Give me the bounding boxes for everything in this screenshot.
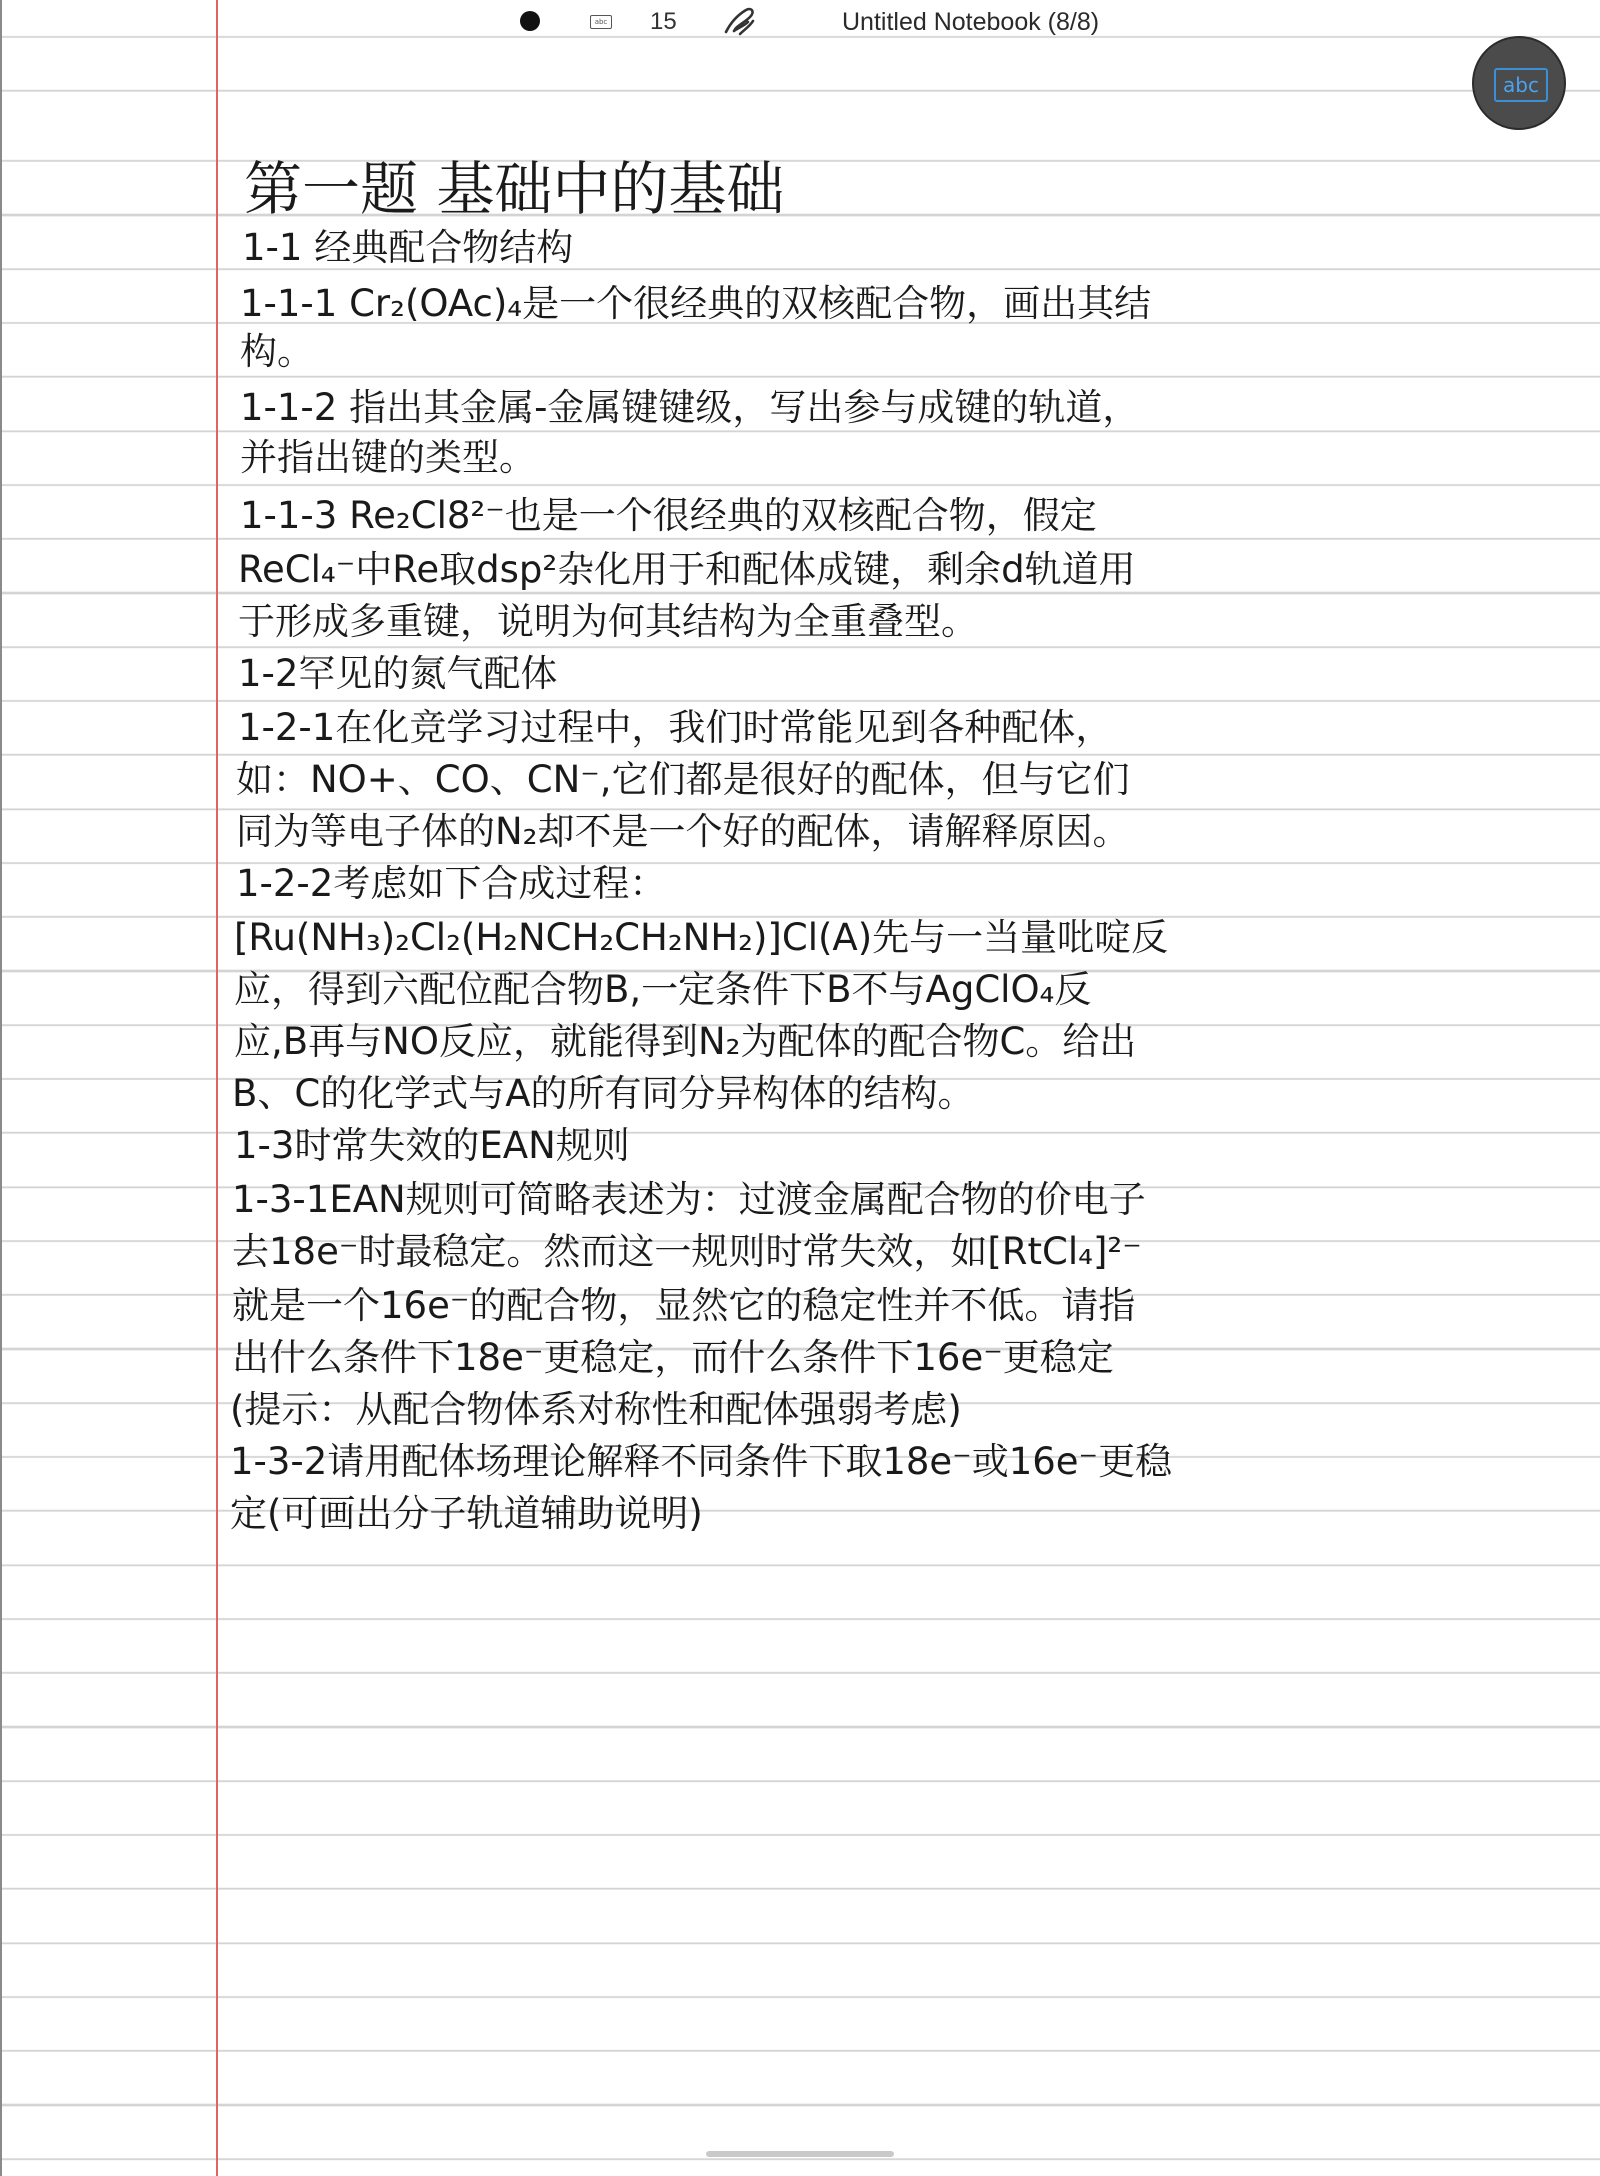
lasso-icon[interactable] bbox=[720, 4, 758, 38]
note-line: (提示：从配合物体系对称性和配体强弱考虑) bbox=[230, 1388, 962, 1431]
note-line: 1-1-1 Cr₂(OAc)₄是一个很经典的双核配合物，画出其结 bbox=[240, 282, 1152, 325]
note-line: 1-2罕见的氮气配体 bbox=[238, 652, 558, 695]
pen-size-value[interactable]: 15 bbox=[650, 8, 677, 35]
notebook-title: Untitled Notebook (8/8) bbox=[842, 8, 1100, 36]
note-line: 1-2-1在化竞学习过程中，我们时常能见到各种配体， bbox=[238, 706, 1113, 749]
text-recognition-button[interactable] bbox=[1472, 36, 1566, 130]
home-indicator[interactable] bbox=[706, 2151, 894, 2157]
text-tool-mini-icon[interactable]: abc bbox=[590, 15, 612, 29]
pen-color-dot[interactable] bbox=[520, 11, 540, 31]
page-left-edge bbox=[0, 0, 2, 2176]
note-line: 如：NO+、CO、CN⁻,它们都是很好的配体，但与它们 bbox=[236, 758, 1130, 801]
note-line: 同为等电子体的N₂却不是一个好的配体，请解释原因。 bbox=[236, 810, 1130, 853]
note-line: 定(可画出分子轨道辅助说明) bbox=[230, 1492, 703, 1535]
note-line: 1-3时常失效的EAN规则 bbox=[234, 1124, 630, 1167]
note-line: [Ru(NH₃)₂Cl₂(H₂NCH₂CH₂NH₂)]Cl(A)先与一当量吡啶反 bbox=[234, 916, 1169, 959]
note-line: 构。 bbox=[240, 330, 314, 373]
note-line: 1-3-2请用配体场理论解释不同条件下取18e⁻或16e⁻更稳 bbox=[230, 1440, 1173, 1483]
note-line: 就是一个16e⁻的配合物，显然它的稳定性并不低。请指 bbox=[232, 1284, 1136, 1327]
note-line: 1-1-3 Re₂Cl8²⁻也是一个很经典的双核配合物，假定 bbox=[240, 494, 1097, 537]
note-line: 去18e⁻时最稳定。然而这一规则时常失效，如[RtCl₄]²⁻ bbox=[232, 1230, 1142, 1273]
top-toolbar bbox=[0, 0, 1600, 44]
note-line: 1-1-2 指出其金属-金属键键级，写出参与成键的轨道， bbox=[240, 386, 1140, 429]
note-line: 1-3-1EAN规则可简略表述为：过渡金属配合物的价电子 bbox=[232, 1178, 1146, 1221]
note-line: 应,B再与NO反应，就能得到N₂为配体的配合物C。给出 bbox=[234, 1020, 1137, 1063]
note-line: 于形成多重键，说明为何其结构为全重叠型。 bbox=[238, 600, 978, 643]
note-line: 并指出键的类型。 bbox=[240, 436, 536, 479]
note-line: 出什么条件下18e⁻更稳定，而什么条件下16e⁻更稳定 bbox=[232, 1336, 1114, 1379]
abc-icon: abc bbox=[1494, 68, 1548, 102]
margin-line bbox=[216, 0, 218, 2176]
note-line: 应，得到六配位配合物B,一定条件下B不与AgClO₄反 bbox=[234, 968, 1092, 1011]
note-line: 1-1 经典配合物结构 bbox=[242, 226, 574, 269]
note-line: 1-2-2考虑如下合成过程： bbox=[236, 862, 667, 905]
note-line: B、C的化学式与A的所有同分异构体的结构。 bbox=[232, 1072, 975, 1115]
page-title: 第一题 基础中的基础 bbox=[244, 155, 785, 223]
note-line: ReCl₄⁻中Re取dsp²杂化用于和配体成键，剩余d轨道用 bbox=[238, 548, 1136, 591]
